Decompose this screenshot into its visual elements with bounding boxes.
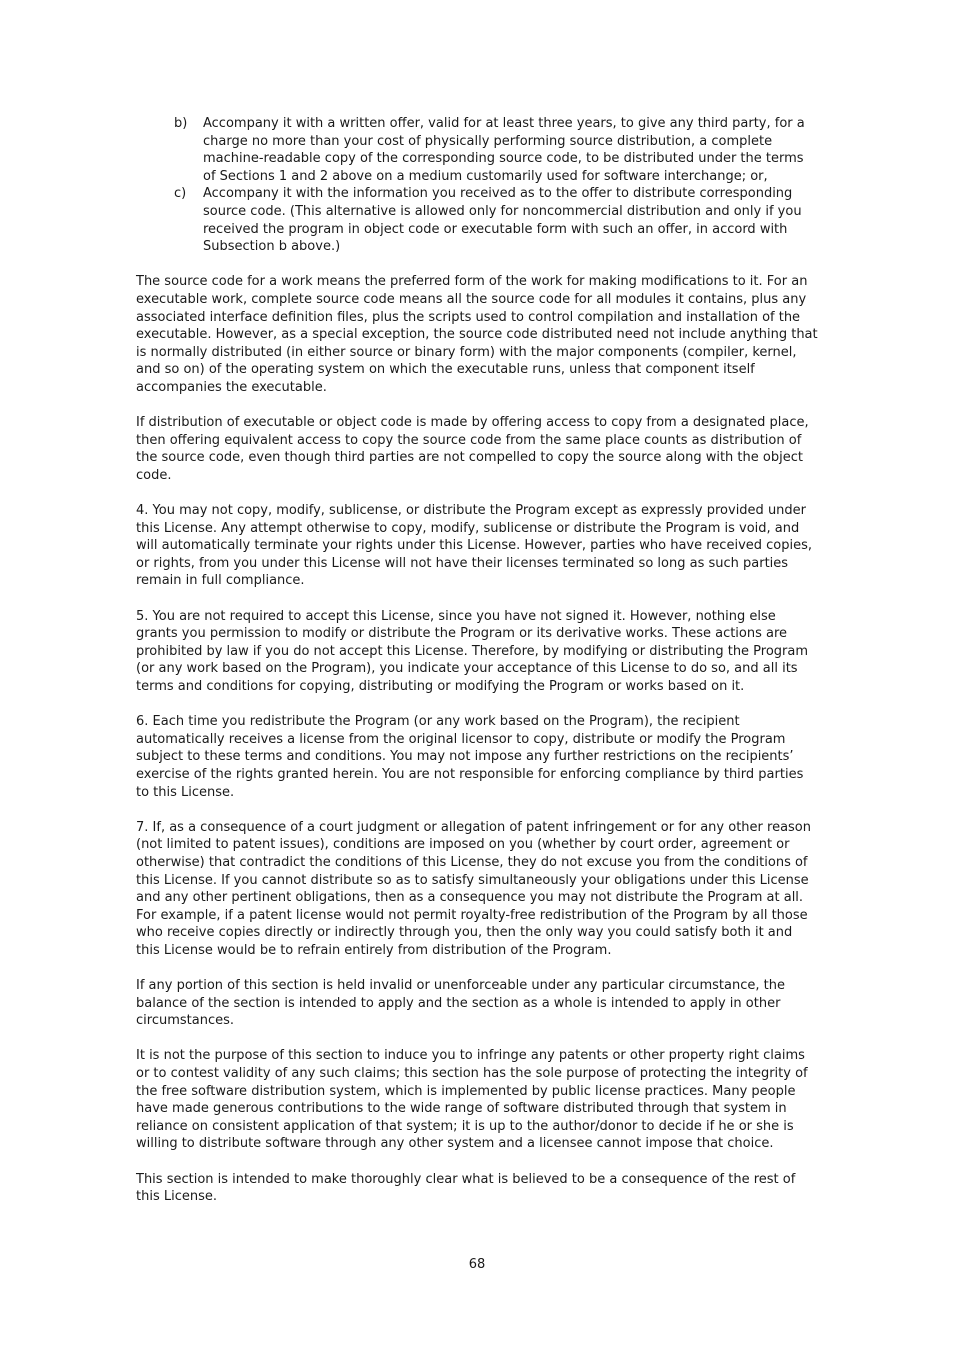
list-item-text: Accompany it with the information you received as to the offer to distribute corresponding source code. (This alternative is allowed only for noncommercial distribution and only if you received the program in object code or executable form with such an offer, in accord with Subsection b above.) bbox=[203, 186, 802, 255]
paragraph-source-code-definition: The source code for a work means the preferred form of the work for making modifications to it. For an executable work, complete source code means all the source code for all modules it contains, plus any associated interface definition files, plus the scripts used to control compilation and installation of the executable. However, as a special exception, the source code distributed need not include anything that is normally distributed (in either source or binary form) with the major components (compiler, kernel, and so on) of the operating system on which the executable runs, unless that component itself accompanies the executable. bbox=[136, 274, 818, 395]
paragraph-section-7: 7. If, as a consequence of a court judgment or allegation of patent infringement or for any other reason (not limited to patent issues), conditions are imposed on you (whether by court order, agreement or otherwise) that contradict the conditions of this License, they do not excuse you from the conditions of this License. If you cannot distribute so as to satisfy simultaneously your obligations under this License and any other pertinent obligations, then as a consequence you may not distribute the Program at all. For example, if a patent license would not permit royalty-free redistribution of the Program by all those who receive copies directly or indirectly through you, then the only way you could satisfy both it and this License would be to refrain entirely from distribution of the Program. bbox=[136, 819, 812, 958]
list-item-text: Accompany it with a written offer, valid for at least three years, to give any third party, for a charge no more than your cost of physically performing source distribution, a complete machine-readable copy of the corresponding source code, to be distributed under the terms of Sections 1 and 2 above on a medium customarily used for software interchange; or, bbox=[203, 116, 805, 184]
paragraph-clarification: This section is intended to make thoroughly clear what is believed to be a consequence of the rest of this License. bbox=[136, 1171, 796, 1205]
paragraph-invalid-portion: If any portion of this section is held invalid or unenforceable under any particular circumstance, the balance of the section is intended to apply and the section as a whole is intended to apply in other circumstances. bbox=[136, 978, 785, 1029]
list-marker: c) bbox=[174, 186, 187, 202]
paragraph-purpose: It is not the purpose of this section to induce you to infringe any patents or other property right claims or to contest validity of any such claims; this section has the sole purpose of protecting the integrity of the free software distribution system, which is implemented by public license practices. Many people have made generous contributions to the wide range of software distributed through that system in reliance on consistent application of that system; it is up to the author/donor to decide if he or she is willing to distribute software through any other system and a licensee cannot impose that choice. bbox=[136, 1048, 808, 1152]
list-marker: b) bbox=[174, 116, 188, 131]
paragraph-section-5: 5. You are not required to accept this License, since you have not signed it. However, nothing else grants you permission to modify or distribute the Program or its derivative works. These actions are prohibited by law if you do not accept this License. Therefore, by modifying or distributing the Program (or any work based on the Program), you indicate your acceptance of this License to do so, and all its terms and conditions for copying, distributing or modifying the Program or works based on it. bbox=[136, 608, 809, 694]
lettered-list bbox=[136, 115, 820, 256]
list-item bbox=[136, 115, 820, 185]
list-item bbox=[136, 185, 820, 255]
paragraph-section-6: 6. Each time you redistribute the Program (or any work based on the Program), the recipient automatically receives a license from the original licensor to copy, distribute or modify the Program subject to these terms and conditions. You may not impose any further restrictions on the recipients’ exercise of the rights granted herein. You are not responsible for enforcing compliance by third parties to this License. bbox=[136, 714, 804, 800]
document-page bbox=[136, 115, 820, 1223]
paragraph-section-4: 4. You may not copy, modify, sublicense, or distribute the Program except as expressly provided under this License. Any attempt otherwise to copy, modify, sublicense or distribute the Program is void, and will automatically terminate your rights under this License. However, parties who have received copies, or rights, from you under this License will not have their licenses terminated so long as such parties remain in full compliance. bbox=[136, 503, 813, 589]
paragraph-distribution-access: If distribution of executable or object code is made by offering access to copy from a designated place, then offering equivalent access to copy the source code from the same place counts as distribution of the source code, even though third parties are not compelled to copy the source along with the object code. bbox=[136, 415, 809, 483]
page-number: 68 bbox=[468, 1257, 486, 1272]
